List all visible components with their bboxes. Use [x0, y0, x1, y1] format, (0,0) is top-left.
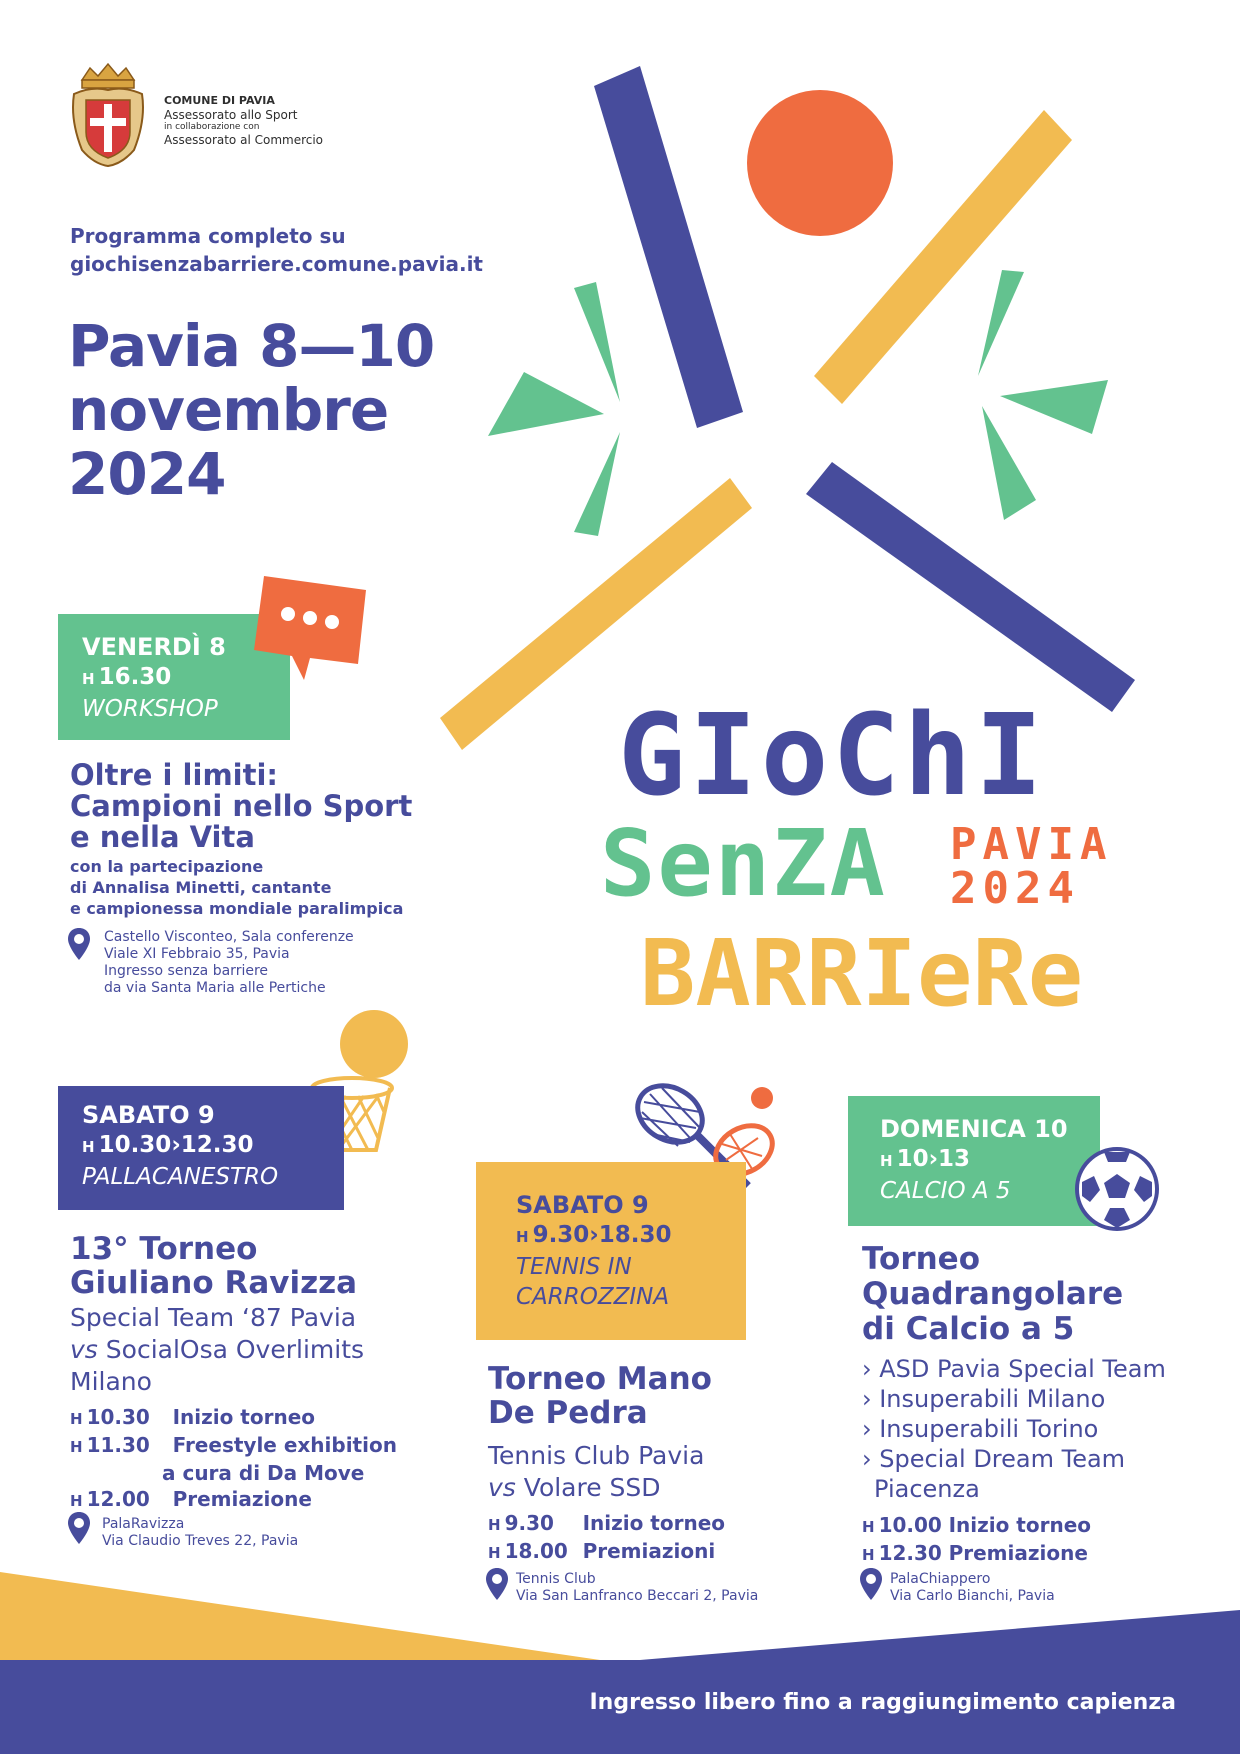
workshop-loc-line4: da via Santa Maria alle Pertiche [104, 980, 326, 996]
workshop-desc-line3: e campionessa mondiale paralimpica [70, 899, 404, 918]
hour-prefix: H [862, 1546, 875, 1564]
org-dept-sport: Assessorato allo Sport [164, 108, 298, 122]
football-location [890, 1571, 1055, 1605]
football-tag [848, 1096, 1100, 1226]
hour-prefix: H [82, 1138, 95, 1156]
football-s2-desc: Premiazione [948, 1541, 1088, 1565]
org-collab: in collaborazione con [164, 122, 260, 132]
basket-loc-line1: PalaRavizza [102, 1516, 185, 1532]
football-title-line3: di Calcio a 5 [862, 1311, 1075, 1347]
basket-s1-desc: Inizio torneo [172, 1405, 316, 1429]
logo-word-giochi: GIoChI [618, 691, 1047, 821]
basket-s1-time: 10.30 [86, 1405, 150, 1429]
workshop-location [104, 929, 354, 997]
hour-prefix: H [488, 1516, 501, 1534]
green-triangle [1000, 380, 1108, 434]
basket-day: SABATO 9 [82, 1101, 215, 1129]
football-teams [862, 1354, 1166, 1504]
logo-city: PAVIA [950, 819, 1113, 870]
hour-prefix: H [862, 1518, 875, 1536]
logo-year: 2024 [950, 863, 1080, 914]
tennis-title-line2: De Pedra [488, 1395, 648, 1431]
football-time: 10›13 [896, 1146, 971, 1172]
workshop-time: 16.30 [98, 664, 172, 690]
football-s2-time: 12.30 [878, 1541, 942, 1565]
basket-title-line1: 13° Torneo [70, 1231, 258, 1267]
basket-location [102, 1516, 298, 1550]
tennis-type-line2: CARROZZINA [516, 1284, 670, 1310]
football-loc-line2: Via Carlo Bianchi, Pavia [890, 1588, 1055, 1604]
football-team: › Special Dream Team [862, 1445, 1126, 1473]
location-pin-icon [68, 1512, 90, 1544]
speech-bubble-icon [254, 576, 368, 680]
tennis-type-line1: TENNIS IN [516, 1254, 632, 1280]
tennis-day: SABATO 9 [516, 1191, 649, 1219]
basket-s2-time: 11.30 [86, 1433, 150, 1457]
tennis-loc-line1: Tennis Club [516, 1571, 596, 1587]
workshop-day: VENERDÌ 8 [82, 633, 226, 661]
workshop-title-line2: Campioni nello Sport [70, 789, 413, 823]
football-team: › Insuperabili Torino [862, 1415, 1099, 1443]
tennis-s2-desc: Premiazioni [582, 1539, 716, 1563]
tennis-loc-line2: Via San Lanfranco Beccari 2, Pavia [516, 1588, 759, 1604]
footer-admission-note: Ingresso libero fino a raggiungimento capienza [589, 1690, 1176, 1715]
football-title-line1: Torneo [862, 1241, 981, 1277]
hour-prefix: H [70, 1410, 83, 1428]
green-triangle [488, 372, 604, 436]
basket-s2-desc: Freestyle exhibition [172, 1433, 397, 1457]
tennis-tag [476, 1162, 746, 1340]
logo-word-senza: SenZA [600, 810, 887, 917]
hour-prefix: H [82, 670, 95, 688]
location-pin-icon [68, 928, 90, 960]
basket-team2-city: Milano [70, 1367, 152, 1396]
hour-prefix: H [488, 1544, 501, 1562]
soccer-ball-icon [1074, 1146, 1160, 1232]
dates-line2: novembre [68, 376, 389, 444]
football-title [862, 1242, 1123, 1347]
tennis-teams [488, 1440, 704, 1504]
tennis-team1: Tennis Club Pavia [488, 1441, 705, 1470]
hour-prefix: H [70, 1492, 83, 1510]
program-intro [70, 222, 483, 278]
basket-team1: Special Team ‘87 Pavia [70, 1303, 357, 1332]
basket-s3-desc: Premiazione [172, 1487, 312, 1511]
tennis-s2-time: 18.00 [504, 1539, 568, 1563]
tennis-title-line1: Torneo Mano [488, 1361, 712, 1397]
program-website-link[interactable]: giochisenzabarriere.comune.pavia.it [70, 252, 483, 276]
basket-team2: SocialOsa Overlimits [105, 1335, 365, 1364]
workshop-loc-line3: Ingresso senza barriere [104, 963, 269, 979]
tennis-schedule [488, 1510, 725, 1566]
tennis-title [488, 1362, 712, 1430]
hour-prefix: H [880, 1152, 893, 1170]
workshop-title [70, 760, 412, 853]
event-dates [68, 314, 434, 506]
football-title-line2: Quadrangolare [862, 1276, 1124, 1312]
bottom-yellow-stripe [0, 1572, 600, 1660]
tennis-location [516, 1571, 758, 1605]
workshop-loc-line1: Castello Visconteo, Sala conferenze [104, 929, 354, 945]
vs-label: vs [70, 1335, 98, 1364]
workshop-type: WORKSHOP [82, 696, 218, 722]
orange-sun [747, 90, 893, 236]
green-triangle [574, 282, 620, 402]
location-pin-icon [486, 1568, 508, 1600]
blue-bar-top [594, 66, 743, 428]
tennis-team2: Volare SSD [523, 1473, 661, 1502]
coat-of-arms-logo [68, 60, 148, 170]
vs-label: vs [488, 1473, 516, 1502]
dates-line3: 2024 [68, 440, 226, 508]
basket-title [70, 1232, 357, 1300]
workshop-title-line1: Oltre i limiti: [70, 758, 278, 792]
green-triangle [574, 432, 620, 536]
basket-tag [58, 1086, 344, 1210]
org-dept-commerce: Assessorato al Commercio [164, 133, 324, 147]
football-type: CALCIO A 5 [880, 1178, 1011, 1204]
basket-loc-line2: Via Claudio Treves 22, Pavia [102, 1533, 299, 1549]
green-triangle [982, 406, 1036, 520]
basket-type: PALLACANESTRO [82, 1164, 279, 1190]
basket-s2-desc2: a cura di Da Move [162, 1461, 365, 1485]
football-s1-time: 10.00 [878, 1513, 942, 1537]
workshop-description [70, 856, 403, 919]
football-day: DOMENICA 10 [880, 1115, 1068, 1143]
football-schedule [862, 1512, 1091, 1568]
logo-word-barriere: BARRIeRe [640, 920, 1084, 1027]
blue-bar-bottom [806, 462, 1135, 712]
tennis-s1-desc: Inizio torneo [582, 1511, 726, 1535]
dates-line1: Pavia 8—10 [68, 312, 435, 380]
basket-time: 10.30›12.30 [98, 1132, 254, 1158]
tennis-s1-time: 9.30 [504, 1511, 554, 1535]
football-team: Piacenza [874, 1475, 980, 1503]
football-team: › ASD Pavia Special Team [862, 1355, 1166, 1383]
org-name: COMUNE DI PAVIA [164, 94, 275, 107]
program-label: Programma completo su [70, 224, 346, 248]
green-triangle [978, 270, 1024, 376]
tennis-time: 9.30›18.30 [532, 1222, 672, 1248]
football-s1-desc: Inizio torneo [948, 1513, 1092, 1537]
workshop-desc-line1: con la partecipazione [70, 857, 264, 876]
hour-prefix: H [516, 1228, 529, 1246]
basket-s3-time: 12.00 [86, 1487, 150, 1511]
workshop-loc-line2: Viale XI Febbraio 35, Pavia [104, 946, 290, 962]
football-loc-line1: PalaChiappero [890, 1571, 991, 1587]
basket-title-line2: Giuliano Ravizza [70, 1265, 358, 1301]
basket-schedule [70, 1404, 397, 1514]
workshop-desc-line2: di Annalisa Minetti, cantante [70, 878, 332, 897]
workshop-title-line3: e nella Vita [70, 820, 255, 854]
hour-prefix: H [70, 1438, 83, 1456]
basket-teams [70, 1302, 364, 1398]
location-pin-icon [860, 1568, 882, 1600]
football-team: › Insuperabili Milano [862, 1385, 1106, 1413]
